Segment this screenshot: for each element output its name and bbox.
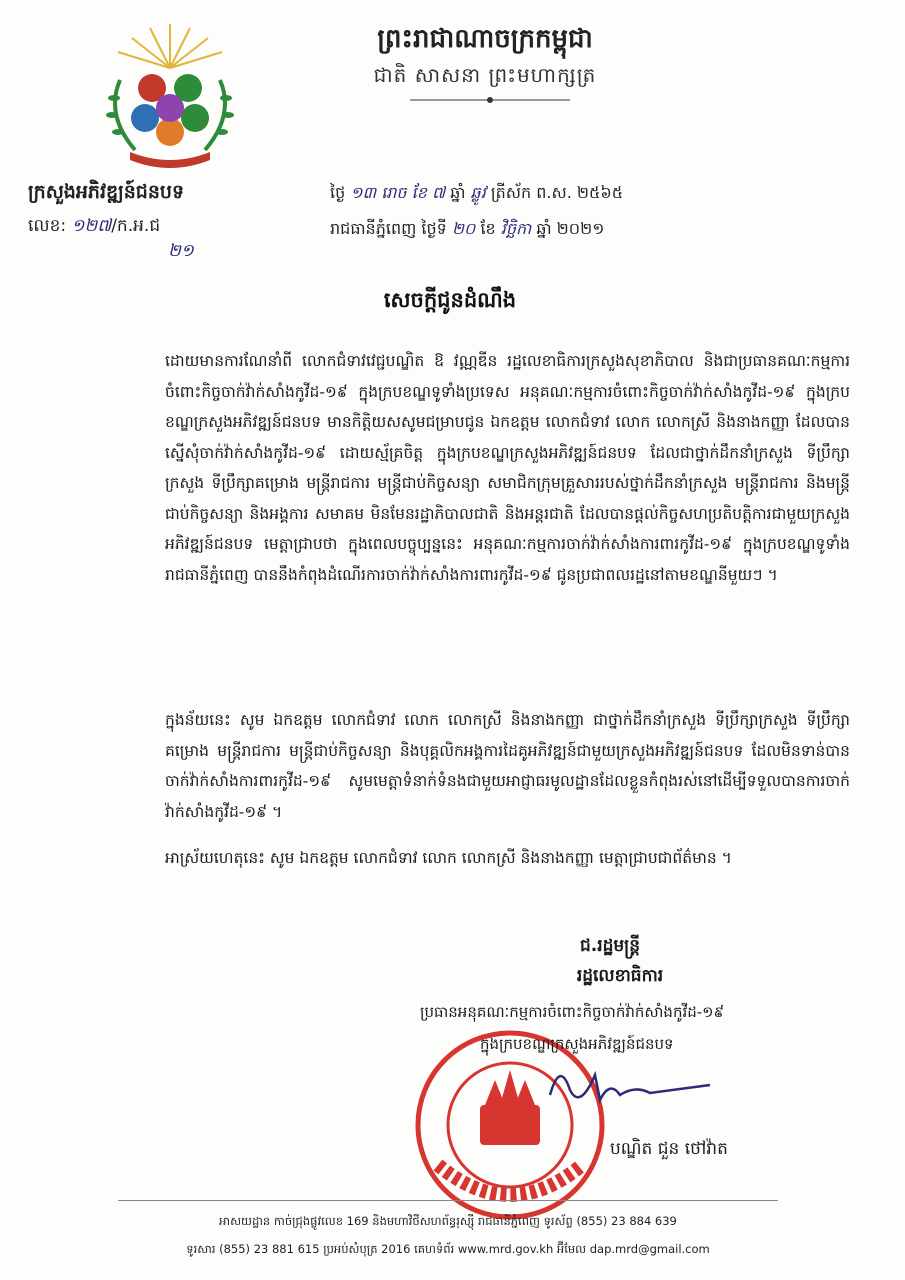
signature-mark bbox=[540, 1055, 720, 1115]
signatory-title-1: ជ.រដ្ឋមន្ត្រី bbox=[579, 936, 641, 956]
ref-suffix: /ក.អ.ជ bbox=[111, 216, 161, 236]
date-day: ២០ bbox=[451, 219, 476, 238]
signatory-name: បណ្ឌិត ជួន ថៅវ៉ាត bbox=[610, 1139, 728, 1159]
date-place: រាជធានីភ្នំពេញ ថ្ងៃទី bbox=[330, 219, 447, 238]
date-year: ឆ្នាំ ២០២១ bbox=[536, 219, 605, 238]
footer-address: អាសយដ្ឋាន កាច់ជ្រុងផ្លូវលេខ 169 និងមហាវិថីសហព័ន្ធរុស្ស៊ី រាជធានីភ្នំពេញ ទូរស័ព្ទ (855) 23 884 639 bbox=[219, 1214, 677, 1228]
reference-number bbox=[28, 215, 194, 265]
solar-date bbox=[330, 218, 604, 242]
signatory-title-3: ប្រធានអនុគណៈកម្មការចំពោះកិច្ចចាក់វ៉ាក់សាំងកូវីដ-១៩ bbox=[420, 1003, 725, 1021]
ref-number: ១២៧ bbox=[71, 216, 112, 236]
buddhist-era: ត្រីស័ក ព.ស. ២៥៦៥ bbox=[490, 183, 624, 202]
ministry-logo bbox=[90, 20, 250, 170]
lunar-prefix: ថ្ងៃ bbox=[330, 183, 346, 202]
body-paragraph-2 bbox=[165, 705, 850, 827]
signatory-title-2: រដ្ឋលេខាធិការ bbox=[576, 966, 664, 986]
paragraph-text: ក្នុងន័យនេះ សូម ឯកឧត្តម លោកជំទាវ លោក លោកស្រី និងនាងកញ្ញា ជាថ្នាក់ដឹកនាំក្រសួង ទីប្រឹក្សាក្រសួង ទីប្រឹក្សាគម្រោង មន្ត្រីរាជការ មន្ត្រីជាប់កិច្ចសន្យា និងបុគ្គលិកអង្គការដៃគូអភិវឌ្ឍន៍ជាមួយក្រសួងអភិវឌ្ឍន៍ជនបទ ដែលមិនទាន់បានចាក់វ៉ាក់សាំងការពារកូវីដ-១៩ សូមមេត្តាទំនាក់ទំនងជាមួយអាជ្ញាធរមូលដ្ឋានដែលខ្លួនកំពុងរស់នៅដើម្បីទទួលបានការចាក់វ៉ាក់សាំងកូវីដ-១៩ ។ bbox=[165, 711, 850, 821]
signatory-title-4: ក្នុងក្របខណ្ឌក្រសួងអភិវឌ្ឍន៍ជនបទ bbox=[480, 1035, 674, 1053]
lunar-year: ឆ្លូវ bbox=[470, 183, 486, 202]
ministry-name: ក្រសួងអភិវឌ្ឍន៍ជនបទ bbox=[28, 181, 185, 203]
paragraph-text: ដោយមានការណែនាំពី លោកជំទាវវេជ្ជបណ្ឌិត ឱ វណ្ណឌីន រដ្ឋលេខាធិការក្រសួងសុខាភិបាល និងជាប្រធានគណៈកម្មការចំពោះកិច្ចចាក់វ៉ាក់សាំងកូវីដ-១៩ ក្នុងក្របខណ្ឌទូទាំងប្រទេស អនុគណៈកម្មការចំពោះកិច្ចចាក់វ៉ាក់សាំងកូវីដ-១៩ ក្នុងក្របខណ្ឌក្រសួងអភិវឌ្ឍន៍ជនបទ មានកិត្តិយសសូមជម្រាបជូន ឯកឧត្តម លោកជំទាវ លោក លោកស្រី និងនាងកញ្ញា ដែលបានស្នើសុំចាក់វ៉ាក់សាំងកូវីដ-១៩ ដោយស្ម័គ្រចិត្ត ក្នុងក្របខណ្ឌក្រសួងអភិវឌ្ឍន៍ជនបទ ដែលជាថ្នាក់ដឹកនាំក្រសួង ទីប្រឹក្សាក្រសួង ទីប្រឹក្សាគម្រោង មន្ត្រីរាជការ មន្ត្រីជាប់កិច្ចសន្យា សមាជិកក្រុមគ្រួសាររបស់ថ្នាក់ដឹកនាំក្រសួង មន្ត្រីរាជការ និងមន្ត្រីជាប់កិច្ចសន្យា និងអង្គការ សមាគម មិនមែនរដ្ឋាភិបាលជាតិ និងអន្តរជាតិ ដែលបានផ្តល់កិច្ចសហប្រតិបត្តិការជាមួយក្រសួងអភិវឌ្ឍន៍ជនបទ មេត្តាជ្រាបថា ក្នុងពេលបច្ចុប្បន្ននេះ អនុគណៈកម្មការចាក់វ៉ាក់សាំងការពារកូវីដ-១៩ ក្នុងក្របខណ្ឌទូទាំងរាជធានីភ្នំពេញ បាននឹងកំពុងដំណើរការចាក់វ៉ាក់សាំងការពារកូវីដ-១៩ ជូនប្រជាពលរដ្ឋនៅតាមខណ្ឌនីមួយៗ ។ bbox=[165, 352, 850, 584]
body-paragraph-3 bbox=[165, 843, 850, 874]
divider-ornament bbox=[410, 95, 570, 105]
paragraph-text: អាស្រ័យហេតុនេះ សូម ឯកឧត្តម លោកជំទាវ លោក លោកស្រី និងនាងកញ្ញា មេត្តាជ្រាបជាព័ត៌មាន ។ bbox=[165, 849, 732, 867]
date-month: វិច្ឆិកា bbox=[500, 219, 532, 238]
footer-contact: ទូរសារ (855) 23 881 615 ប្រអប់សំបុត្រ 2016 គេហទំព័រ www.mrd.gov.kh អ៊ីមែល dap.mrd@gmail.com bbox=[186, 1242, 710, 1256]
lunar-day-month: ១៣ រោច ខែ ៧ bbox=[350, 183, 446, 202]
body-paragraph-1 bbox=[165, 346, 850, 590]
date-month-label: ខែ bbox=[480, 219, 496, 238]
kingdom-heading: ព្រះរាជាណាចក្រកម្ពុជា bbox=[377, 24, 593, 54]
ref-label: លេខ: bbox=[28, 216, 67, 236]
ref-year: ២១ bbox=[168, 241, 194, 261]
national-motto: ជាតិ សាសនា ព្រះមហាក្សត្រ bbox=[373, 63, 597, 87]
document-title: សេចក្តីជូនដំណឹង bbox=[383, 288, 517, 312]
footer-divider bbox=[118, 1200, 778, 1201]
lunar-date bbox=[330, 182, 623, 206]
lunar-year-label: ឆ្នាំ bbox=[450, 183, 466, 202]
